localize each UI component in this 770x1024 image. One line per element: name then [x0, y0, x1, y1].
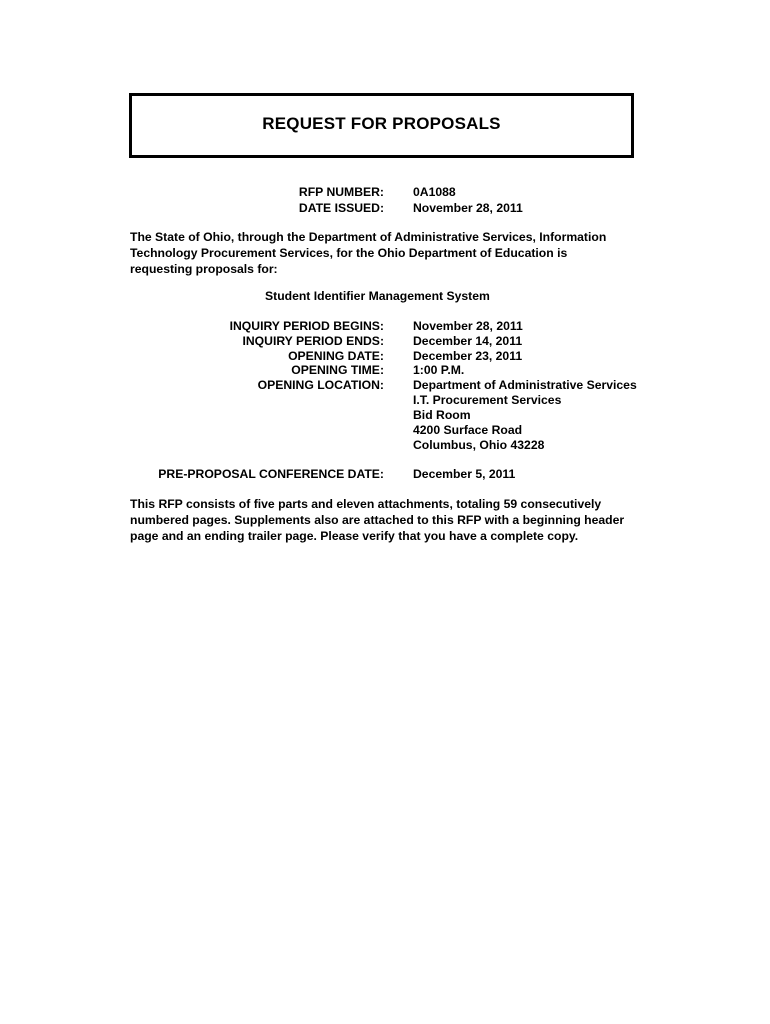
subject-text: Student Identifier Management System: [265, 289, 490, 303]
opening-time-label: OPENING TIME:: [291, 363, 384, 377]
inquiry-begins-value: November 28, 2011: [413, 319, 523, 333]
rfp-number-label: RFP NUMBER:: [298, 185, 384, 199]
opening-date-label: OPENING DATE:: [288, 349, 384, 363]
date-issued-label: DATE ISSUED:: [298, 201, 384, 215]
location-line: 4200 Surface Road: [413, 423, 523, 437]
location-line: Columbus, Ohio 43228: [413, 438, 545, 452]
closing-paragraph: This RFP consists of five parts and eleven attachments, totaling 59 consecutively numbered pages. Supplements also are attached to this RFP with a beginning header page and an ending trailer page. Please verify that you have a complete copy.: [130, 497, 625, 543]
date-issued-value: November 28, 2011: [413, 201, 523, 215]
opening-location-label: OPENING LOCATION:: [257, 378, 384, 392]
conference-label: PRE-PROPOSAL CONFERENCE DATE:: [158, 467, 384, 481]
location-line: Bid Room: [413, 408, 471, 422]
inquiry-ends-value: December 14, 2011: [413, 334, 523, 348]
document-title: REQUEST FOR PROPOSALS: [262, 113, 501, 133]
rfp-number-value: 0A1088: [413, 185, 456, 199]
opening-time-value: 1:00 P.M.: [413, 363, 465, 377]
conference-value: December 5, 2011: [413, 467, 516, 481]
inquiry-ends-label: INQUIRY PERIOD ENDS:: [242, 334, 384, 348]
title-box: [129, 93, 634, 158]
location-line: I.T. Procurement Services: [413, 393, 562, 407]
opening-location-value: Department of Administrative Services: [413, 378, 637, 392]
inquiry-begins-label: INQUIRY PERIOD BEGINS:: [229, 319, 384, 333]
opening-date-value: December 23, 2011: [413, 349, 523, 363]
intro-paragraph: The State of Ohio, through the Department of Administrative Services, Information Technology Procurement Services, for the Ohio Department of Education is requesting proposals for:: [130, 230, 607, 276]
